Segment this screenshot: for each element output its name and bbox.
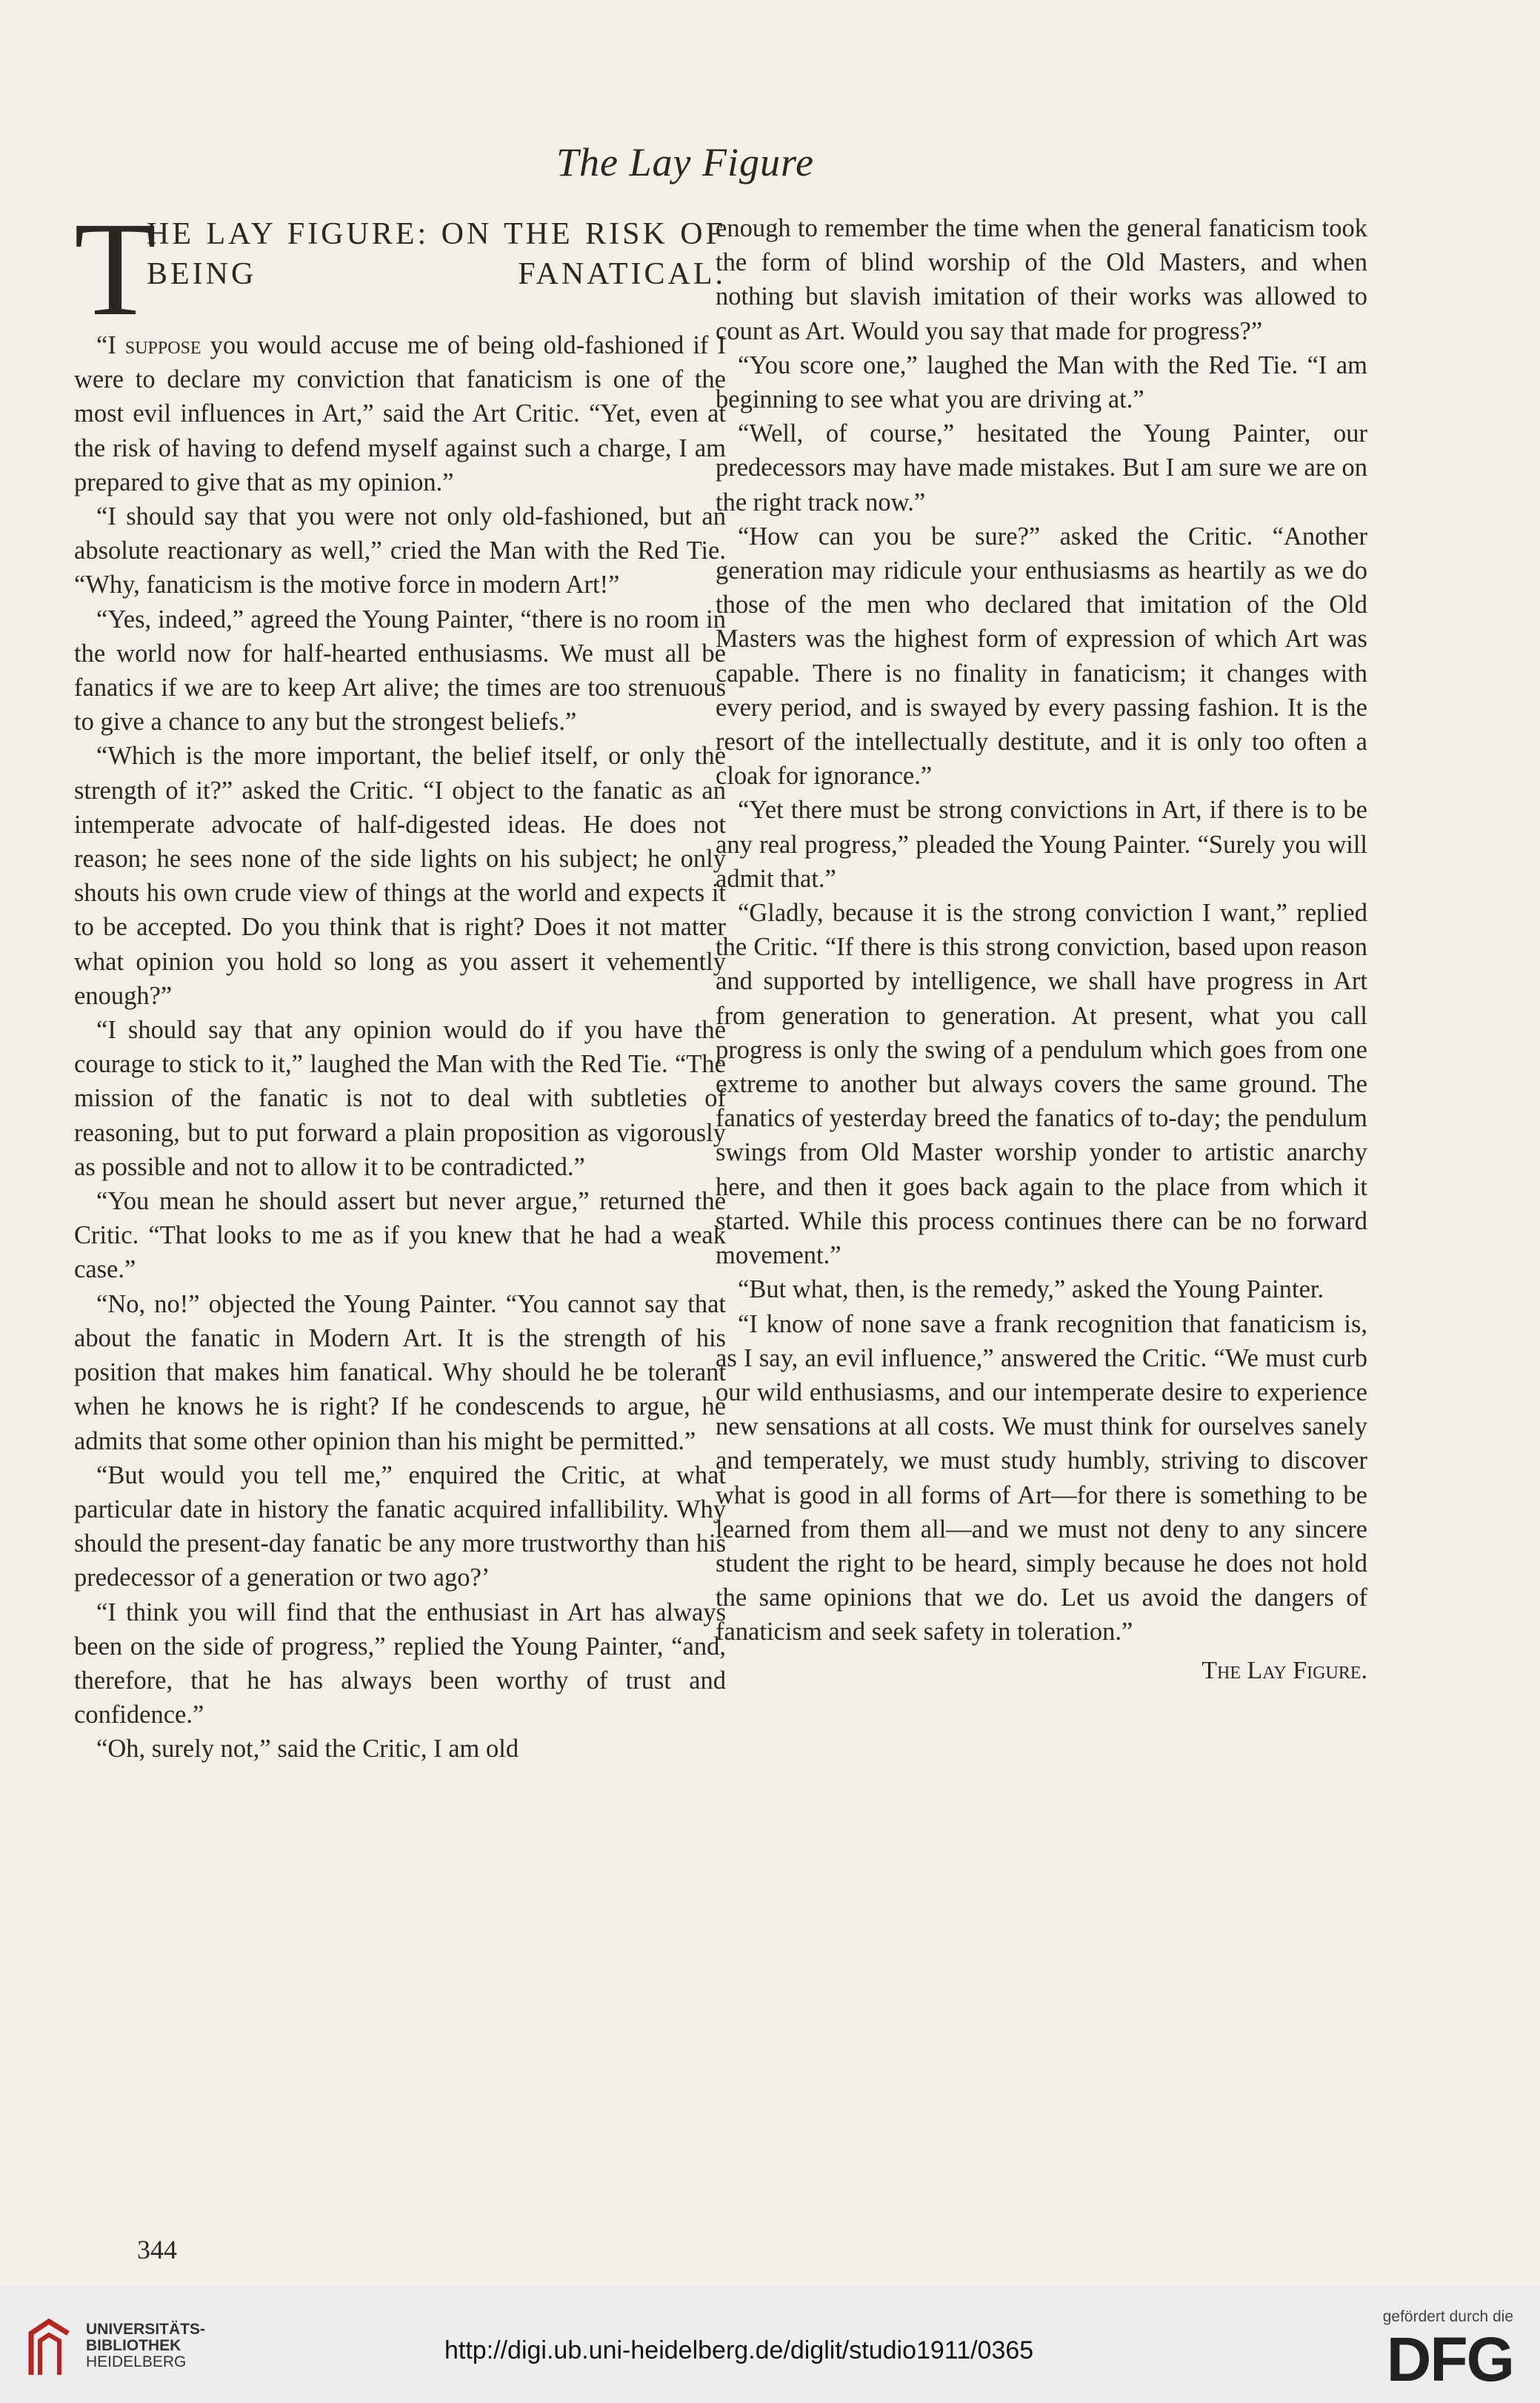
paragraph: enough to remember the time when the general fanaticism took the form of blind worship of the Old Masters, and when nothing but slavish imitation of their works was allowed to count as Art. Would you say that made for progress?” [716, 214, 1367, 345]
left-column [74, 195, 726, 1766]
paragraph: “Gladly, because it is the strong conviction I want,” replied the Critic. “If there is this strong conviction, based upon reason and supported by intelligence, we shall have progress in Art from generation to generation. At present, what you call progress is only the swing of a pendulum which goes from one extreme to another but always covers the same ground. The fanatics of yesterday breed the fanatics of to-day; the pendulum swings from Old Master worship yonder to artistic anarchy here, and then it goes back again to the place from which it started. While this process continues there can be no forward movement.” [716, 899, 1367, 1270]
paragraph: “I suppose you would accuse me of being old-fashioned if I were to declare my conviction that fanaticism is one of the most evil influences in Art,” said the Art Critic. “Yet, even at the risk of having to defend myself against such a charge, I am prepared to give that as my opinion.” [74, 331, 726, 496]
lead-in: “I suppose [96, 331, 201, 359]
paragraph: “Which is the more important, the belief itself, or only the strength of it?” asked the Critic. “I object to the fanatic as an intemperate advocate of half-digested ideas. He does not reason; he sees none of the side lights on his subject; he only shouts his own crude view of things at the world and expects it to be accepted. Do you think that is right? Does it not matter what opinion you hold so long as you assert it vehemently enough?” [74, 742, 726, 1010]
library-logo-icon [27, 2319, 73, 2378]
sponsor-label: gefördert durch die [1382, 2308, 1513, 2325]
paragraph: “Well, of course,” hesitated the Young Painter, our predecessors may have made mistakes. But I am sure we are on the right track now.” [716, 419, 1367, 516]
paragraph: “Yes, indeed,” agreed the Young Painter, “there is no room in the world now for half-hearted enthusiasms. We must all be fanatics if we are to keep Art alive; the times are too strenuous to give a chance to any but the strongest beliefs.” [74, 605, 726, 737]
library-name: UNIVERSITÄTS- BIBLIOTHEK HEIDELBERG [86, 2321, 206, 2370]
paragraph: “You score one,” laughed the Man with the Red Tie. “I am beginning to see what you are driving at.” [716, 350, 1367, 414]
paragraph: “I should say that any opinion would do if you have the courage to stick to it,” laughed the Man with the Red Tie. “The mission of the fanatic is not to deal with subtleties of reasoning, but to put forward a plain proposition as vigorously as possible and not to allow it to be contradicted.” [74, 1016, 726, 1181]
paragraph: “I should say that you were not only old-fashioned, but an absolute reactionary as well,” cried the Man with the Red Tie. “Why, fanaticism is the motive force in modern Art!” [74, 502, 726, 599]
drop-cap: T [74, 195, 157, 344]
paragraph: “How can you be sure?” asked the Critic. “Another generation may ridicule your enthusiasms as heartily as we do those of the men who declared that imitation of the Old Masters was the highest form of expression of which Art was capable. There is no finality in fanaticism; it changes with every period, and is swayed by every passing fashion. It is the resort of the intellectually destitute, and it is only too often a cloak for ignorance.” [716, 522, 1367, 791]
footer-bar [0, 2286, 1540, 2403]
paragraph: “But what, then, is the remedy,” asked the Young Painter. [738, 1275, 1324, 1304]
sponsor-logo[interactable] [1358, 2308, 1513, 2393]
page-number: 344 [137, 2235, 177, 2264]
article-heading [74, 195, 726, 344]
paragraph: “I know of none save a frank recognition that fanaticism is, as I say, an evil influence,” answered the Critic. “We must curb our wild enthusiasms, and our intemperate desire to experience new sensations at all costs. We must think for ourselves sanely and temperately, we must study humbly, striving to discover what is good in all forms of Art—for there is something to be learned from them all—and we must not deny to any sincere student the right to be heard, simply because he does not hold the same opinions that we do. Let us avoid the dangers of fanaticism and seek safety in toleration.” [716, 1309, 1367, 1646]
article-title: HE LAY FIGURE: ON THE RISK OF BEING FANATICAL. [147, 217, 726, 291]
dfg-logo-icon: DFG [1386, 2324, 1513, 2394]
paragraph: “Oh, surely not,” said the Critic, I am old [96, 1735, 519, 1764]
paragraph: “I think you will find that the enthusiast in Art has always been on the side of progress,” replied the Young Painter, “and, therefore, that he has always been worthy of trust and confidence.” [74, 1598, 726, 1729]
signature: The Lay Figure. [1201, 1656, 1367, 1684]
source-url-link[interactable]: http://digi.ub.uni-heidelberg.de/diglit/studio1911/0365 [444, 2336, 1034, 2364]
paragraph: “You mean he should assert but never argue,” returned the Critic. “That looks to me as if you knew that he had a weak case.” [74, 1187, 726, 1284]
paragraph: “No, no!” objected the Young Painter. “You cannot say that about the fanatic in Modern Art. It is the strength of his position that makes him fanatical. Why should he be tolerant when he knows he is right? If he condescends to argue, he admits that some other opinion than his might be permitted.” [74, 1289, 726, 1455]
paragraph: “Yet there must be strong convictions in Art, if there is to be any real progress,” pleaded the Young Painter. “Surely you will admit that.” [716, 796, 1367, 893]
right-column [716, 211, 1367, 1688]
paragraph: “But would you tell me,” enquired the Critic, at what particular date in history the fanatic acquired infallibility. Why should the present-day fanatic be any more trustworthy than his predecessor of a generation or two ago?’ [74, 1460, 726, 1592]
running-title: The Lay Figure [556, 140, 814, 185]
